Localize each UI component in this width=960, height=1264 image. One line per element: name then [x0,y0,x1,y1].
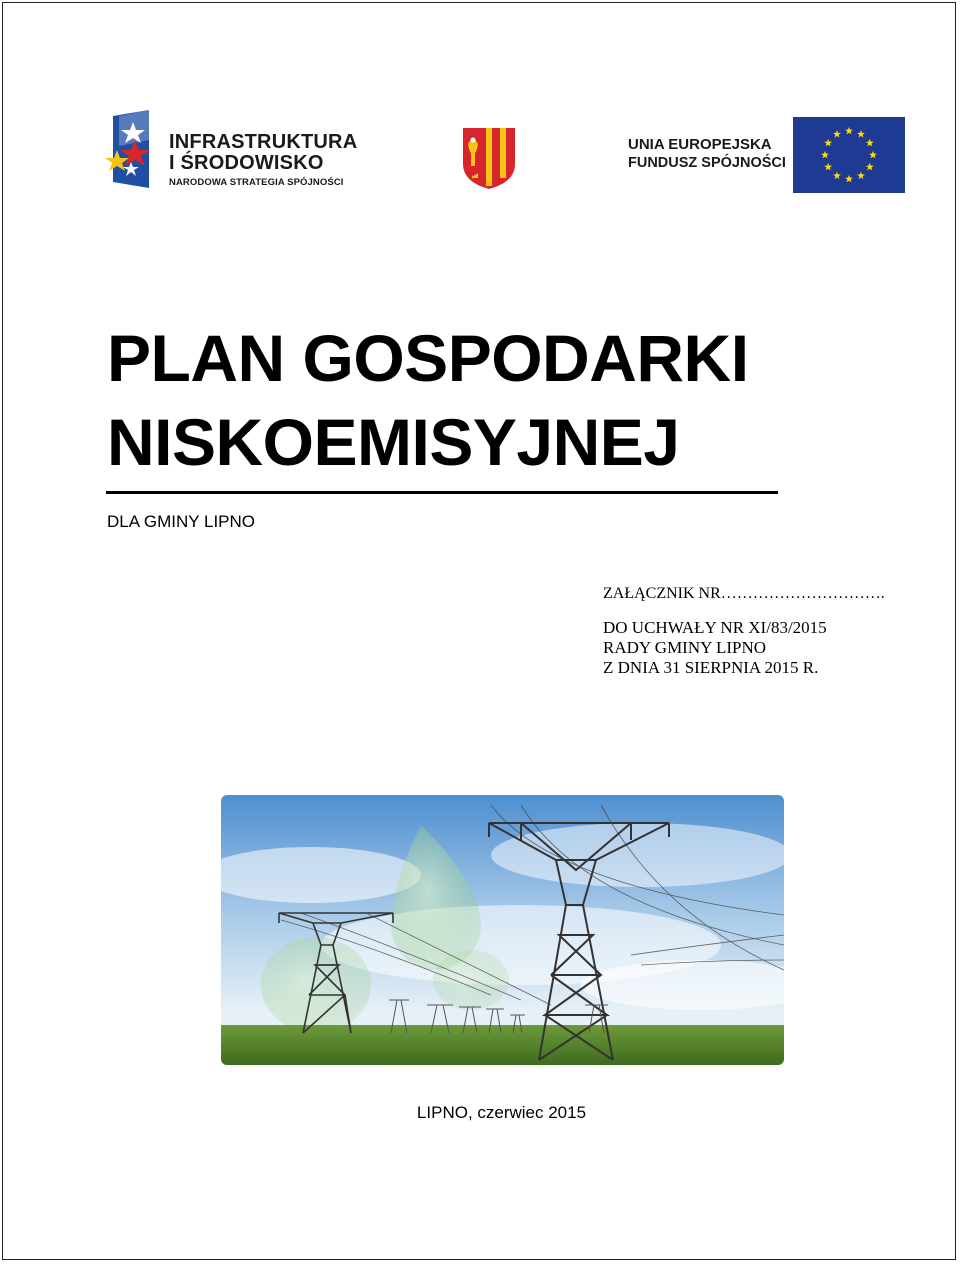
title-line1: PLAN GOSPODARKI [107,321,749,395]
eu-flag-icon [793,117,905,193]
infrastruktura-line3: NARODOWA STRATEGIA SPÓJNOŚCI [169,177,344,188]
power-lines-photo [221,795,784,1065]
infrastruktura-logo [105,110,358,192]
infrastruktura-line1: INFRASTRUKTURA [169,131,358,153]
eu-line1: UNIA EUROPEJSKA [628,136,772,153]
flag-stars-icon [105,110,155,192]
title-line2: NISKOEMISYJNEJ [107,405,680,479]
document-footer: LIPNO, czerwiec 2015 [416,1103,587,1122]
eu-star-icon [833,172,841,180]
resolution-line1: DO UCHWAŁY NR XI/83/2015 [603,618,827,637]
coat-of-arms-icon [461,126,517,190]
infrastruktura-line2: I ŚRODOWISKO [169,152,324,174]
eu-star-icon [833,130,841,138]
resolution-line2: RADY GMINY LIPNO [603,638,767,657]
eu-star-icon [845,175,853,183]
resolution-line3: Z DNIA 31 SIERPNIA 2015 R. [603,658,819,677]
document-title [107,316,749,484]
eu-logo-text [628,136,788,176]
eu-star-icon [824,139,832,147]
eu-star-icon [845,127,853,135]
eu-star-icon [857,130,865,138]
eu-star-icon [866,139,874,147]
eu-star-icon [821,151,829,159]
document-subtitle: DLA GMINY LIPNO [107,512,256,531]
eu-line2: FUNDUSZ SPÓJNOŚCI [628,155,786,171]
eu-star-icon [866,163,874,171]
title-divider [106,491,778,494]
annex-number: ZAŁĄCZNIK NR…………………………. [603,585,885,602]
resolution-block [603,618,827,678]
eu-star-icon [869,151,877,159]
eu-star-icon [857,172,865,180]
eu-star-icon [824,163,832,171]
